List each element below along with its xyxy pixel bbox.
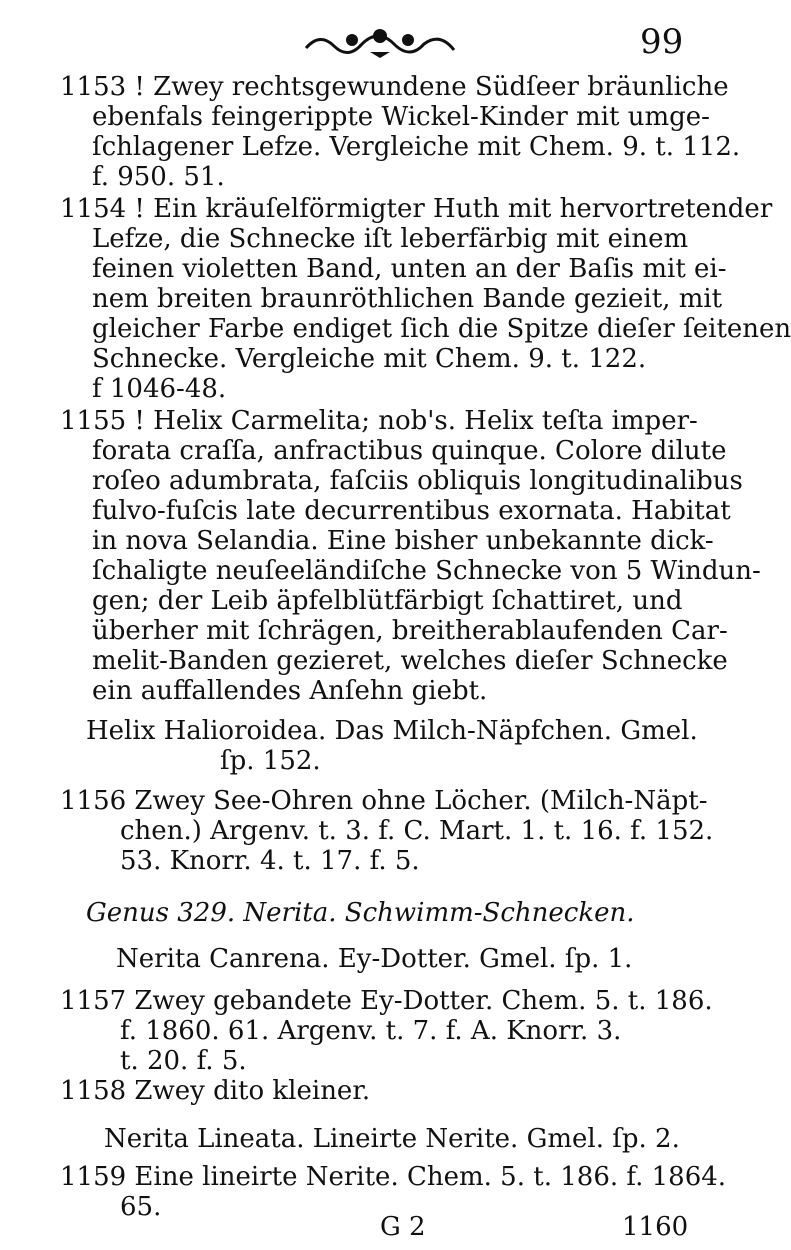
text-line: gleicher Farbe endiget ſich die Spitze dieſer ſeitenen bbox=[92, 314, 791, 344]
text-line: f 1046-48. bbox=[92, 374, 227, 404]
text-line: t. 20. f. 5. bbox=[120, 1046, 247, 1076]
text-line: 1157 Zwey gebandete Ey-Dotter. Chem. 5. t. 186. bbox=[60, 986, 713, 1016]
text-line: Schnecke. Vergleiche mit Chem. 9. t. 122. bbox=[92, 344, 647, 374]
text-line: Genus 329. Nerita. Schwimm-Schnecken. bbox=[86, 898, 635, 928]
ornament-icon bbox=[300, 22, 460, 62]
text-line: ein auffallendes Anſehn giebt. bbox=[92, 676, 488, 706]
text-line: Helix Halioroidea. Das Milch-Näpfchen. Gmel. bbox=[86, 716, 698, 746]
text-line: chen.) Argenv. t. 3. f. C. Mart. 1. t. 16. f. 152. bbox=[120, 816, 714, 846]
text-line: nem breiten braunröthlichen Bande gezieit, mit bbox=[92, 284, 723, 314]
text-line: Nerita Canrena. Ey-Dotter. Gmel. ſp. 1. bbox=[116, 944, 633, 974]
text-line: ſchlagener Lefze. Vergleiche mit Chem. 9. t. 112. bbox=[92, 132, 741, 162]
text-line: 1156 Zwey See-Ohren ohne Löcher. (Milch-Näpt- bbox=[60, 786, 708, 816]
text-line: 53. Knorr. 4. t. 17. f. 5. bbox=[120, 846, 420, 876]
text-line: ſp. 152. bbox=[220, 746, 321, 776]
text-line: f. 1860. 61. Argenv. t. 7. f. A. Knorr. 3. bbox=[120, 1016, 622, 1046]
signature-mark: G 2 bbox=[380, 1212, 426, 1242]
text-line: 1155 ! Helix Carmelita; nob's. Helix teſta imper- bbox=[60, 406, 698, 436]
catchword: 1160 bbox=[622, 1212, 689, 1242]
text-line: Nerita Lineata. Lineirte Nerite. Gmel. ſp. 2. bbox=[104, 1124, 680, 1154]
text-line: überher mit ſchrägen, breitherablaufenden Car- bbox=[92, 616, 728, 646]
text-line: 1158 Zwey dito kleiner. bbox=[60, 1076, 371, 1106]
text-line: Lefze, die Schnecke iſt leberfärbig mit einem bbox=[92, 224, 689, 254]
text-line: 1153 ! Zwey rechtsgewundene Südſeer bräunliche bbox=[60, 72, 729, 102]
text-line: ebenfals feingerippte Wickel-Kinder mit umge- bbox=[92, 102, 710, 132]
text-line: in nova Selandia. Eine bisher unbekannte dick- bbox=[92, 526, 714, 556]
text-line: 65. bbox=[120, 1192, 162, 1222]
text-line: f. 950. 51. bbox=[92, 162, 225, 192]
text-line: ſchaligte neuſeeländiſche Schnecke von 5 Windun- bbox=[92, 556, 761, 586]
text-line: feinen violetten Band, unten an der Baſis mit ei- bbox=[92, 254, 727, 284]
text-line: forata craſſa, anfractibus quinque. Colore dilute bbox=[92, 436, 727, 466]
text-line: roſeo adumbrata, faſciis obliquis longitudinalibus bbox=[92, 466, 743, 496]
page-number: 99 bbox=[640, 22, 684, 62]
text-line: fulvo-fuſcis late decurrentibus exornata. Habitat bbox=[92, 496, 731, 526]
text-line: 1154 ! Ein kräuſelförmigter Huth mit hervortretender bbox=[60, 194, 773, 224]
text-line: gen; der Leib äpfelblütfärbigt ſchattiret, und bbox=[92, 586, 683, 616]
text-line: 1159 Eine lineirte Nerite. Chem. 5. t. 186. f. 1864. bbox=[60, 1162, 727, 1192]
text-line: melit-Banden gezieret, welches dieſer Schnecke bbox=[92, 646, 728, 676]
